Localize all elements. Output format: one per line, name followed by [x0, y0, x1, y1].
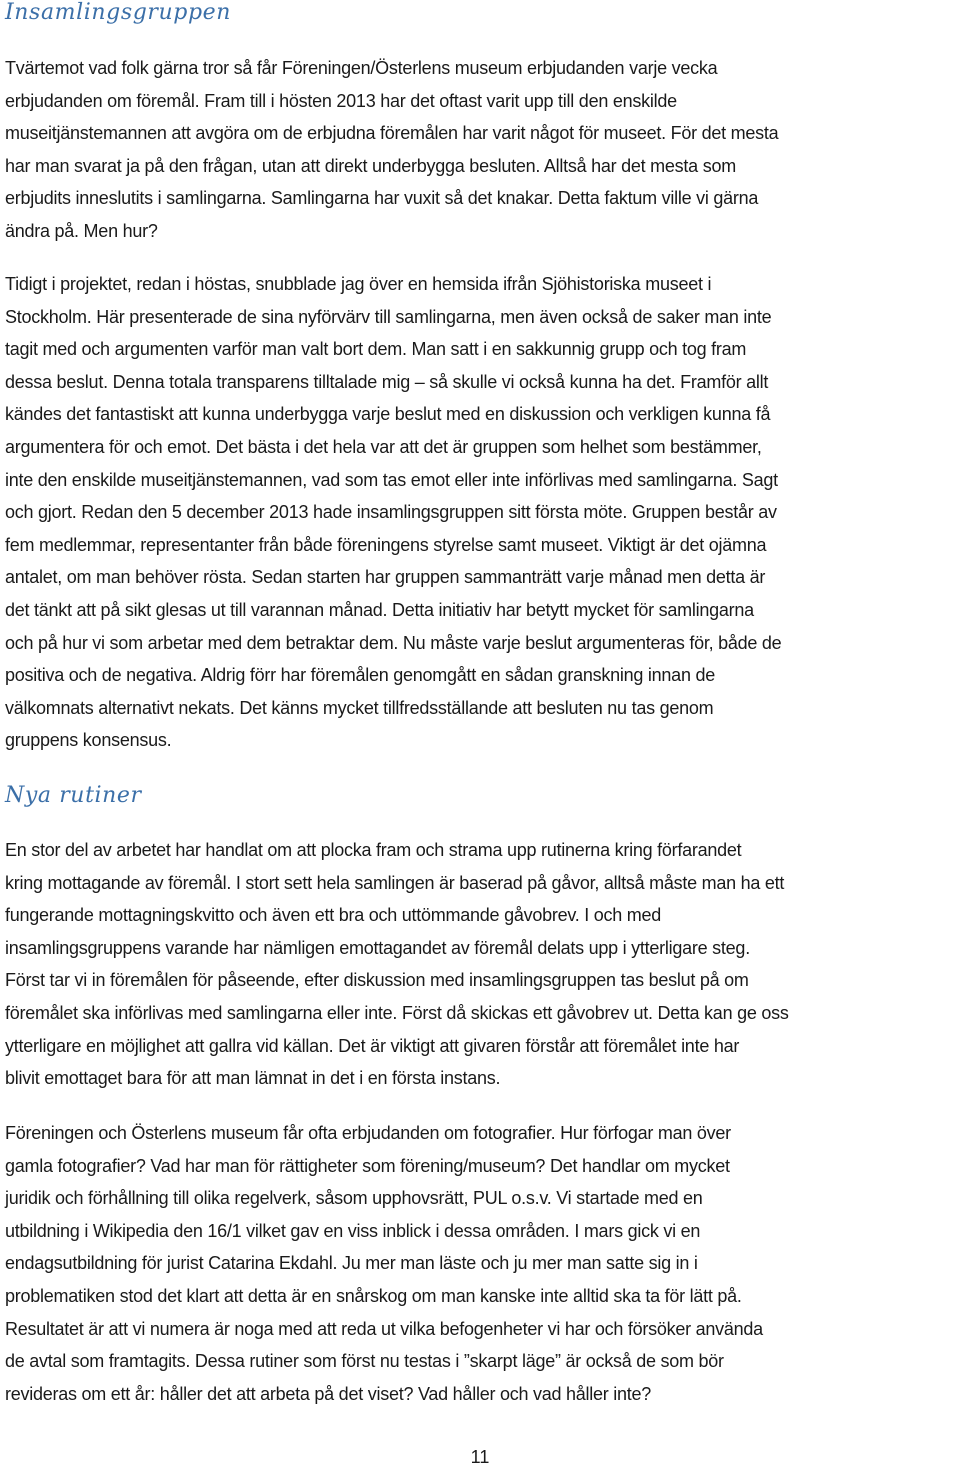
paragraph: Föreningen och Österlens museum får ofta erbjudanden om fotografier. Hur förfogar man över gamla fotografier? Vad har man för rättigheter som förening/museum? Det handlar om mycket juridik och förhållning till olika regelverk, såsom upphovsrätt, PUL o.s.v. Vi startade med en utbildning i Wikipedia den 16/1 vilket gav en viss inblick i dessa områden. I mars gick vi en endagsutbildning för jurist Catarina Ekdahl. Ju mer man läste och ju mer man satte sig in i problematiken stod det klart att detta är en snårskog om man kanske inte alltid ska ta för lätt på. Resultatet är att vi numera är noga med att reda ut vilka befogenheter vi har och försöker använda de avtal som framtagits. Dessa rutiner som först nu testas i ”skarpt läge” är också de som bör revideras om ett år: håller det att arbeta på det viset? Vad håller och vad håller inte? — [5, 1123, 763, 1404]
paragraph: Tidigt i projektet, redan i höstas, snubblade jag över en hemsida ifrån Sjöhistoriska museet i Stockholm. Här presenterade de sina nyförvärv till samlingarna, men även också de saker man inte tagit med och argumenten varför man valt bort dem. Man satt i en sakkunnig grupp och tog fram dessa beslut. Denna totala transparens tilltalade mig – så skulle vi också kunna ha det. Framför allt kändes det fantastiskt att kunna underbygga varje beslut med en diskussion och verkligen kunna få argumentera för och emot. Det bästa i det hela var att det är gruppen som helhet som bestämmer, inte den enskilde museitjänstemannen, vad som tas emot eller inte införlivas med samlingarna. Sagt och gjort. Redan den 5 december 2013 hade insamlingsgruppen sitt första möte. Gruppen består av fem medlemmar, representanter från både föreningens styrelse samt museet. Viktigt är det ojämna antalet, om man behöver rösta. Sedan starten har gruppen sammanträtt varje månad men detta är det tänkt att på sikt glesas ut till varannan månad. Detta initiativ har betytt mycket för samlingarna och på hur vi som arbetar med dem betraktar dem. Nu måste varje beslut argumenteras för, både de positiva och de negativa. Aldrig förr har föremålen genomgått en sådan granskning innan de välkomnats alternativt nekats. Det känns mycket tillfredsställande att besluten nu tas genom gruppens konsensus. — [5, 274, 782, 751]
page-number: 11 — [470, 1447, 490, 1467]
paragraph: Tvärtemot vad folk gärna tror så får Föreningen/Österlens museum erbjudanden varje vecka erbjudanden om föremål. Fram till i hösten 2013 har det oftast varit upp till den enskilde museitjänstemannen att avgöra om de erbjudna föremålen har varit något för museet. För det mesta har man svarat ja på den frågan, utan att direkt underbygga besluten. Alltså har det mesta som erbjudits inneslutits i samlingarna. Samlingarna har vuxit så det knakar. Detta faktum ville vi gärna ändra på. Men hur? — [5, 58, 779, 241]
paragraph: En stor del av arbetet har handlat om att plocka fram och strama upp rutinerna kring förfarandet kring mottagande av föremål. I stort sett hela samlingen är baserad på gåvor, alltså måste man ha ett fungerande mottagningskvitto och även ett bra och uttömmande gåvobrev. I och med insamlingsgruppens varande har nämligen emottagandet av föremål delats upp i ytterligare steg. Först tar vi in föremålen för påseende, efter diskussion med insamlingsgruppen tas beslut på om föremålet ska införlivas med samlingarna eller inte. Först då skickas ett gåvobrev ut. Detta kan ge oss ytterligare en möjlighet att gallra vid källan. Det är viktigt att givaren förstår att föremålet inte har blivit emottaget bara för att man lämnat in det i en första instans. — [5, 840, 789, 1089]
section-heading-insamlingsgruppen: Insamlingsgruppen — [5, 0, 232, 25]
section-heading-nya-rutiner: Nya rutiner — [5, 783, 142, 808]
